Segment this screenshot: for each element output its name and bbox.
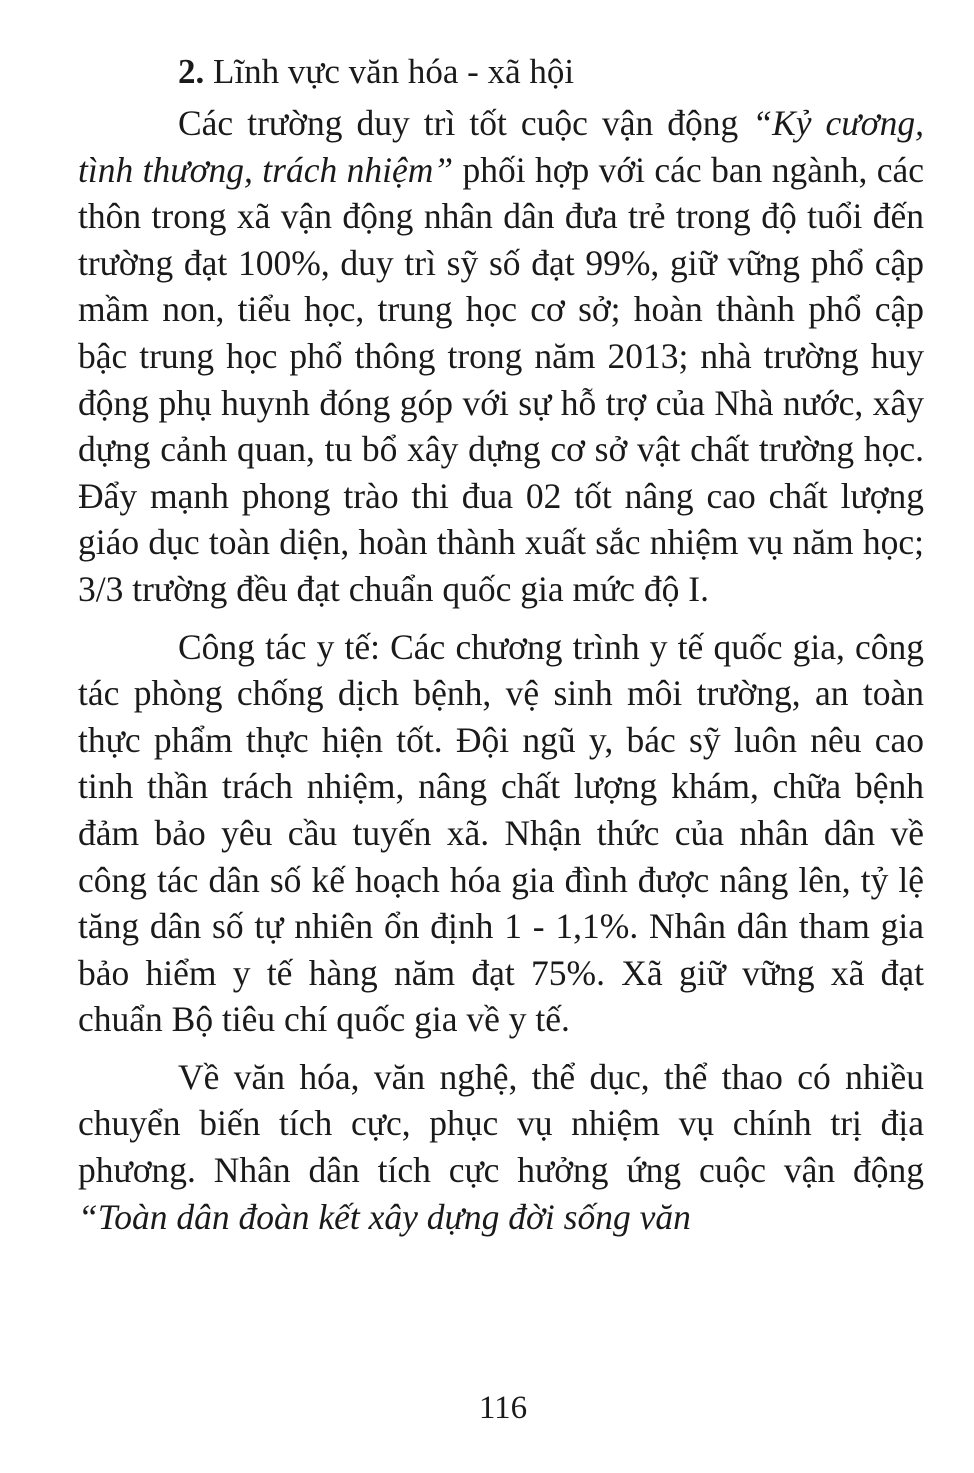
page-body <box>78 48 924 1251</box>
section-heading <box>78 48 924 95</box>
health-text: Công tác y tế: Các chương trình y tế quốc gia, công tác phòng chống dịch bệnh, vệ sinh môi trường, an toàn thực phẩm thực hiện tốt. Đội ngũ y, bác sỹ luôn nêu cao tinh thần trách nhiệm, nâng chất lượng khám, chữa bệnh đảm bảo yêu cầu tuyến xã. Nhận thức của nhân dân về công tác dân số kế hoạch hóa gia đình được nâng lên, tỷ lệ tăng dân số tự nhiên ổn định 1 - 1,1%. Nhân dân tham gia bảo hiểm y tế hàng năm đạt 75%. Xã giữ vững xã đạt chuẩn Bộ tiêu chí quốc gia về y tế. <box>78 626 924 1040</box>
culture-lead: Về văn hóa, văn nghệ, thể dục, thể thao có nhiều chuyển biến tích cực, phục vụ nhiệm vụ chính trị địa phương. Nhân dân tích cực hưởng ứng cuộc vận động <box>78 1056 924 1191</box>
culture-quote: “Toàn dân đoàn kết xây dựng đời sống văn <box>78 1196 691 1237</box>
section-number: 2. <box>178 52 205 91</box>
paragraph-health <box>78 624 924 1043</box>
education-quote: “Kỷ cương, tình thương, trách nhiệm” <box>78 103 924 190</box>
education-rest: phối hợp với các ban ngành, các thôn trong xã vận động nhân dân đưa trẻ trong độ tuổi đến trường đạt 100%, duy trì sỹ số đạt 99%, giữ vững phổ cập mầm non, tiểu học, trung học cơ sở; hoàn thành phổ cập bậc trung học phổ thông trong năm 2013; nhà trường huy động phụ huynh đóng góp với sự hỗ trợ của Nhà nước, xây dựng cảnh quan, tu bổ xây dựng cơ sở vật chất trường học. Đẩy mạnh phong trào thi đua 02 tốt nâng cao chất lượng giáo dục toàn diện, hoàn thành xuất sắc nhiệm vụ năm học; 3/3 trường đều đạt chuẩn quốc gia mức độ I. <box>78 149 924 609</box>
page-number: 116 <box>478 1390 528 1426</box>
paragraph-culture <box>78 1054 924 1240</box>
section-title: Lĩnh vực văn hóa - xã hội <box>213 52 575 91</box>
paragraph-education <box>78 100 924 613</box>
education-lead: Các trường duy trì tốt cuộc vận động <box>178 103 753 143</box>
